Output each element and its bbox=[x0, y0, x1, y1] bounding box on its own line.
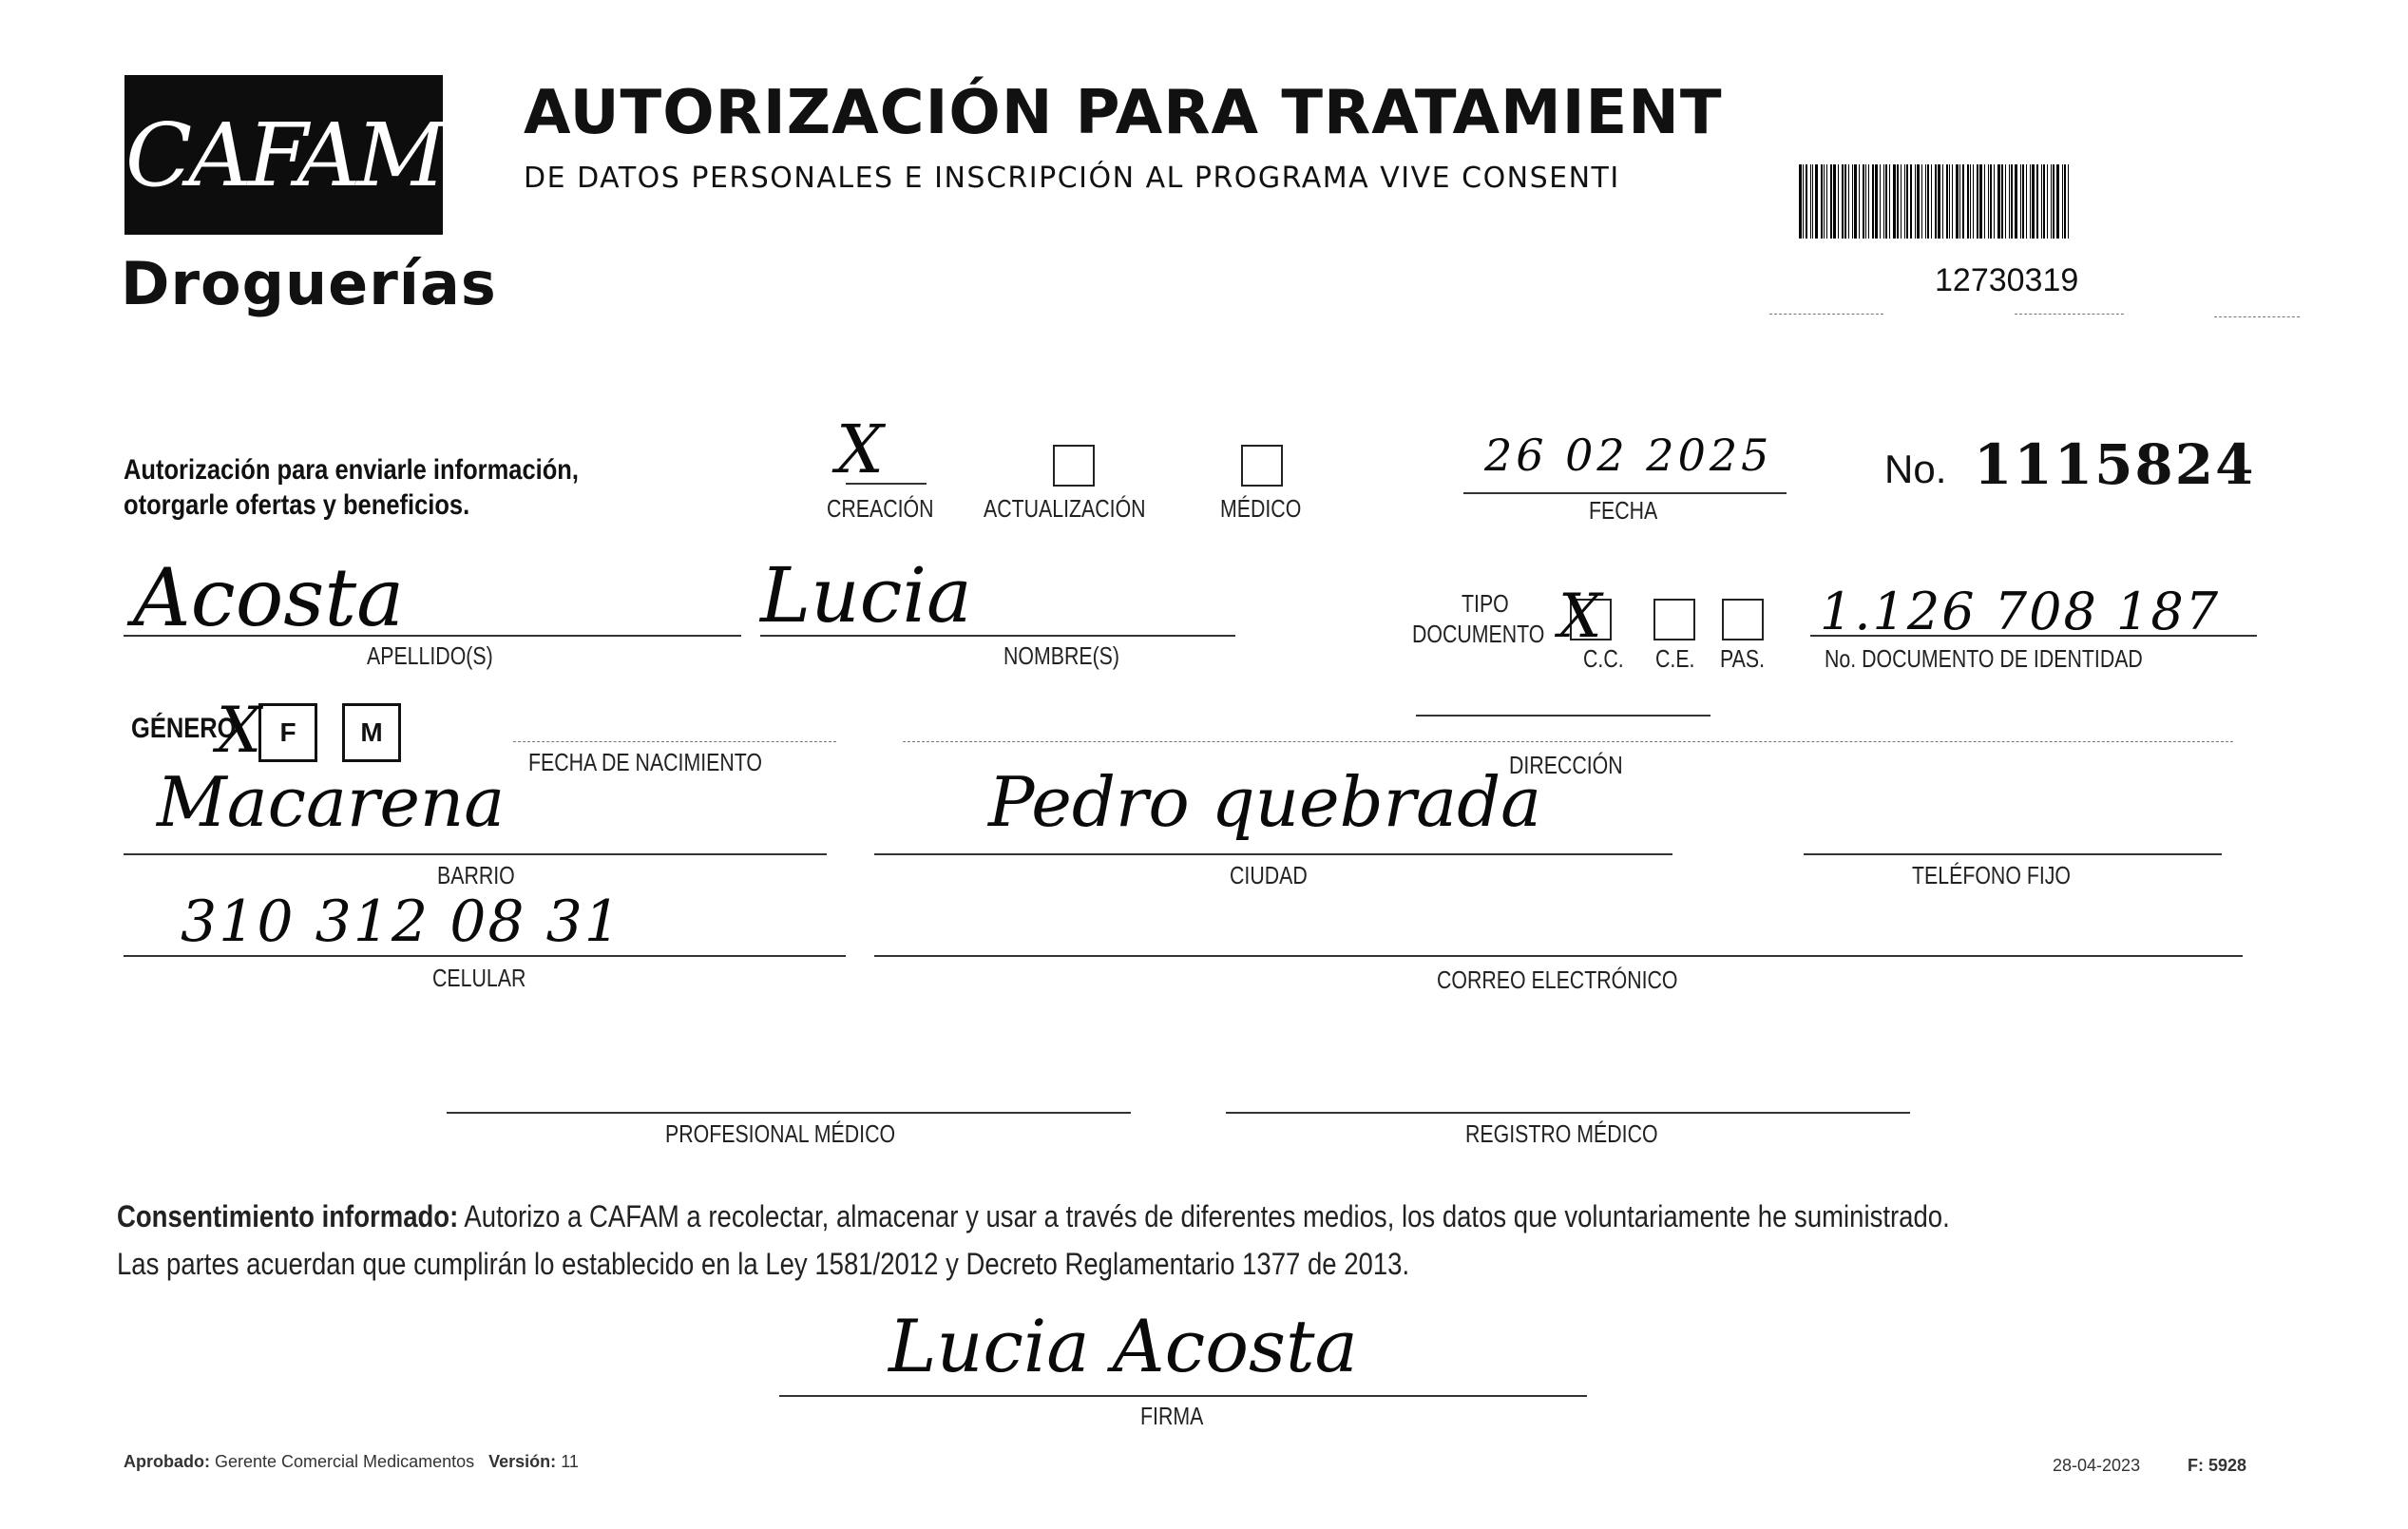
barcode-bar bbox=[1962, 164, 1964, 239]
tipo-label-2: DOCUMENTO bbox=[1412, 620, 1545, 648]
barcode-bar bbox=[2064, 164, 2066, 239]
footer-date: 28-04-2023 bbox=[2053, 1456, 2141, 1475]
pas-label: PAS. bbox=[1720, 644, 1766, 673]
cc-check-mark: X bbox=[1558, 582, 1602, 652]
barcode-bar bbox=[1889, 164, 1890, 239]
brand-logo: CAFAM bbox=[124, 104, 443, 206]
barcode-bar bbox=[1967, 164, 1969, 239]
tipo-label-1: TIPO bbox=[1462, 589, 1509, 618]
consent-text-line1: Autorizo a CAFAM a recolectar, almacenar y usar a través de diferentes medios, los datos que voluntariamente he suministrado. bbox=[464, 1199, 1950, 1233]
nombres-value: Lucia bbox=[760, 551, 972, 640]
barcode-bar bbox=[1865, 164, 1866, 239]
barcode-bar bbox=[2030, 164, 2031, 239]
barcode-bar bbox=[2005, 164, 2006, 239]
barcode-bar bbox=[1956, 164, 1959, 239]
option-creacion-label: CREACIÓN bbox=[827, 494, 934, 523]
option-medico-label: MÉDICO bbox=[1220, 494, 1302, 523]
barcode-bar bbox=[1880, 164, 1881, 239]
documento-value: 1.126 708 187 bbox=[1820, 582, 2221, 641]
barcode-bar bbox=[1910, 164, 1912, 239]
nombres-label: NOMBRE(S) bbox=[1003, 641, 1120, 670]
barcode-bar bbox=[2041, 164, 2042, 239]
form-number: 1115824 bbox=[1974, 432, 2256, 497]
telefono-label: TELÉFONO FIJO bbox=[1912, 861, 2072, 889]
genero-m-checkbox[interactable] bbox=[342, 703, 401, 762]
barcode-bar bbox=[1935, 164, 1937, 239]
barcode-bar bbox=[1883, 164, 1884, 239]
barcode-bar bbox=[1830, 164, 1832, 239]
footer-code: F: 5928 bbox=[2188, 1456, 2247, 1475]
barcode-bar bbox=[2056, 164, 2059, 239]
barcode-bar bbox=[2051, 164, 2052, 239]
registro-line bbox=[1226, 1112, 1910, 1114]
form-title: AUTORIZACIÓN PARA TRATAMIENT bbox=[524, 78, 1723, 148]
divider bbox=[1769, 314, 1883, 315]
barcode-bar bbox=[1970, 164, 1971, 239]
barcode-bar bbox=[1863, 164, 1864, 239]
barcode-bar bbox=[1803, 164, 1804, 239]
barcode-bar bbox=[2047, 164, 2048, 239]
barcode-bar bbox=[2020, 164, 2021, 239]
barcode-bar bbox=[1946, 164, 1948, 239]
direccion-line-top bbox=[1416, 715, 1710, 717]
barcode-bar bbox=[1959, 164, 1960, 239]
barcode-bar bbox=[1838, 164, 1839, 239]
barcode-bar bbox=[1844, 164, 1846, 239]
barcode-bar bbox=[1988, 164, 1989, 239]
barcode-bar bbox=[1942, 164, 1943, 239]
telefono-line bbox=[1804, 853, 2222, 855]
correo-line bbox=[874, 955, 2243, 957]
barcode-bar bbox=[1925, 164, 1926, 239]
celular-label: CELULAR bbox=[432, 964, 526, 992]
ce-checkbox[interactable] bbox=[1653, 599, 1695, 640]
barcode-bar bbox=[1931, 164, 1932, 239]
barcode-bar bbox=[2001, 164, 2003, 239]
ciudad-label: CIUDAD bbox=[1230, 861, 1308, 889]
direccion-line bbox=[903, 741, 2233, 742]
creacion-check-mark: X bbox=[836, 411, 884, 488]
apellidos-value: Acosta bbox=[133, 551, 405, 644]
barcode-bar bbox=[1833, 164, 1836, 239]
authorization-text-line2: otorgarle ofertas y beneficios. bbox=[124, 489, 470, 521]
barcode-bar bbox=[1973, 164, 1974, 239]
barcode-bar bbox=[1990, 164, 1992, 239]
barcode-bar bbox=[2036, 164, 2038, 239]
barcode-bar bbox=[1901, 164, 1902, 239]
ciudad-line bbox=[874, 853, 1672, 855]
version-label: Versión: bbox=[488, 1452, 557, 1471]
barcode-bar bbox=[1977, 164, 1978, 239]
ciudad-value: Pedro quebrada bbox=[988, 762, 1542, 842]
genero-label: GÉNERO bbox=[131, 713, 237, 744]
barcode-bar bbox=[1875, 164, 1878, 239]
medico-checkbox[interactable] bbox=[1241, 445, 1283, 487]
barcode-bar bbox=[2011, 164, 2013, 239]
creacion-underline bbox=[846, 483, 927, 485]
barcode-bar bbox=[1842, 164, 1844, 239]
barcode-bar bbox=[2015, 164, 2017, 239]
barcode-bar bbox=[2009, 164, 2010, 239]
celular-value: 310 312 08 31 bbox=[181, 889, 622, 955]
barcode-bar bbox=[1815, 164, 1818, 239]
genero-f-label: F bbox=[279, 717, 296, 747]
barcode-bar bbox=[1949, 164, 1950, 239]
barcode-bar bbox=[1868, 164, 1869, 239]
option-actualizacion-label: ACTUALIZACIÓN bbox=[984, 494, 1146, 523]
barcode-bar bbox=[1952, 164, 1953, 239]
barcode-bar bbox=[2026, 164, 2027, 239]
barcode-bar bbox=[1806, 164, 1807, 239]
barcode-bar bbox=[1904, 164, 1905, 239]
barrio-line bbox=[124, 853, 827, 855]
version-value: 11 bbox=[561, 1452, 579, 1471]
consent-line1 bbox=[117, 1193, 2242, 1240]
barcode-bar bbox=[1921, 164, 1922, 239]
ce-label: C.E. bbox=[1655, 644, 1695, 673]
barcode-bar bbox=[2062, 164, 2063, 239]
number-label: No. bbox=[1884, 447, 1947, 491]
correo-label: CORREO ELECTRÓNICO bbox=[1437, 965, 1678, 994]
genero-check-mark: X bbox=[217, 694, 261, 767]
barrio-value: Macarena bbox=[157, 762, 506, 842]
consent-text-line2: Las partes acuerdan que cumplirán lo establecido en la Ley 1581/2012 y Decreto Reglamentario 1377 de 2013. bbox=[117, 1247, 1410, 1281]
barcode-number: 12730319 bbox=[1935, 262, 2079, 298]
barrio-label: BARRIO bbox=[437, 861, 515, 889]
consent-paragraph bbox=[117, 1193, 2246, 1288]
barcode-bar bbox=[2032, 164, 2035, 239]
fecha-label: FECHA bbox=[1589, 496, 1658, 525]
barcode-bar bbox=[1897, 164, 1899, 239]
barcode-bar bbox=[1859, 164, 1860, 239]
barcode-bar bbox=[1799, 164, 1802, 239]
barcode-bar bbox=[2043, 164, 2045, 239]
fecha-line bbox=[1463, 492, 1787, 494]
signature-line bbox=[779, 1395, 1587, 1397]
medico-line bbox=[447, 1112, 1131, 1114]
barcode-bar bbox=[1885, 164, 1887, 239]
barcode-bar bbox=[1826, 164, 1827, 239]
consent-heading: Consentimiento informado: bbox=[117, 1199, 459, 1233]
footer-approval bbox=[124, 1452, 579, 1472]
barcode-bar bbox=[1927, 164, 1929, 239]
barcode-bar bbox=[1812, 164, 1813, 239]
barcode-bar bbox=[1984, 164, 1985, 239]
nacimiento-line bbox=[513, 741, 836, 742]
barcode-bar bbox=[1852, 164, 1853, 239]
barcode-bar bbox=[1854, 164, 1857, 239]
apellidos-line bbox=[124, 635, 741, 637]
barcode-bar bbox=[1821, 164, 1823, 239]
barcode-bar bbox=[2068, 164, 2069, 239]
genero-f-checkbox[interactable] bbox=[258, 703, 317, 762]
barcode-bar bbox=[1824, 164, 1825, 239]
aprobado-label: Aprobado: bbox=[124, 1452, 210, 1471]
apellidos-label: APELLIDO(S) bbox=[367, 641, 493, 670]
barcode-bar bbox=[1938, 164, 1940, 239]
fecha-value: 26 02 2025 bbox=[1484, 430, 1773, 481]
aprobado-value: Gerente Comercial Medicamentos bbox=[215, 1452, 475, 1471]
barcode-bar bbox=[1997, 164, 2000, 239]
barcode-bar bbox=[2053, 164, 2054, 239]
documento-line bbox=[1810, 635, 2257, 637]
signature-value: Lucia Acosta bbox=[889, 1304, 1358, 1388]
pas-checkbox[interactable] bbox=[1722, 599, 1764, 640]
nombres-line bbox=[760, 635, 1235, 637]
divider bbox=[2214, 316, 2300, 317]
direccion-label: DIRECCIÓN bbox=[1509, 751, 1623, 779]
barcode-bar bbox=[1994, 164, 1995, 239]
barcode-bar bbox=[1915, 164, 1916, 239]
genero-m-label: M bbox=[360, 717, 383, 747]
barcode-bar bbox=[1810, 164, 1811, 239]
barcode-bar bbox=[1906, 164, 1908, 239]
signature-label: FIRMA bbox=[1140, 1402, 1204, 1430]
form-subtitle: DE DATOS PERSONALES E INSCRIPCIÓN AL PROGRAMA VIVE CONSENTI bbox=[524, 162, 1620, 195]
barcode bbox=[1799, 164, 2183, 239]
nacimiento-label: FECHA DE NACIMIENTO bbox=[528, 748, 763, 776]
celular-line bbox=[124, 955, 846, 957]
medico-label: PROFESIONAL MÉDICO bbox=[665, 1119, 896, 1148]
registro-label: REGISTRO MÉDICO bbox=[1465, 1119, 1658, 1148]
divider bbox=[2015, 314, 2124, 315]
barcode-bar bbox=[1917, 164, 1920, 239]
documento-label: No. DOCUMENTO DE IDENTIDAD bbox=[1825, 644, 2143, 673]
cc-label: C.C. bbox=[1583, 644, 1624, 673]
barcode-bar bbox=[1872, 164, 1874, 239]
barcode-bar bbox=[2022, 164, 2024, 239]
barcode-bar bbox=[1893, 164, 1896, 239]
authorization-text-line1: Autorización para enviarle información, bbox=[124, 454, 579, 486]
barcode-bar bbox=[1979, 164, 1982, 239]
actualizacion-checkbox[interactable] bbox=[1053, 445, 1095, 487]
barcode-bar bbox=[1848, 164, 1849, 239]
brand-subtitle: Droguerías bbox=[121, 249, 497, 318]
